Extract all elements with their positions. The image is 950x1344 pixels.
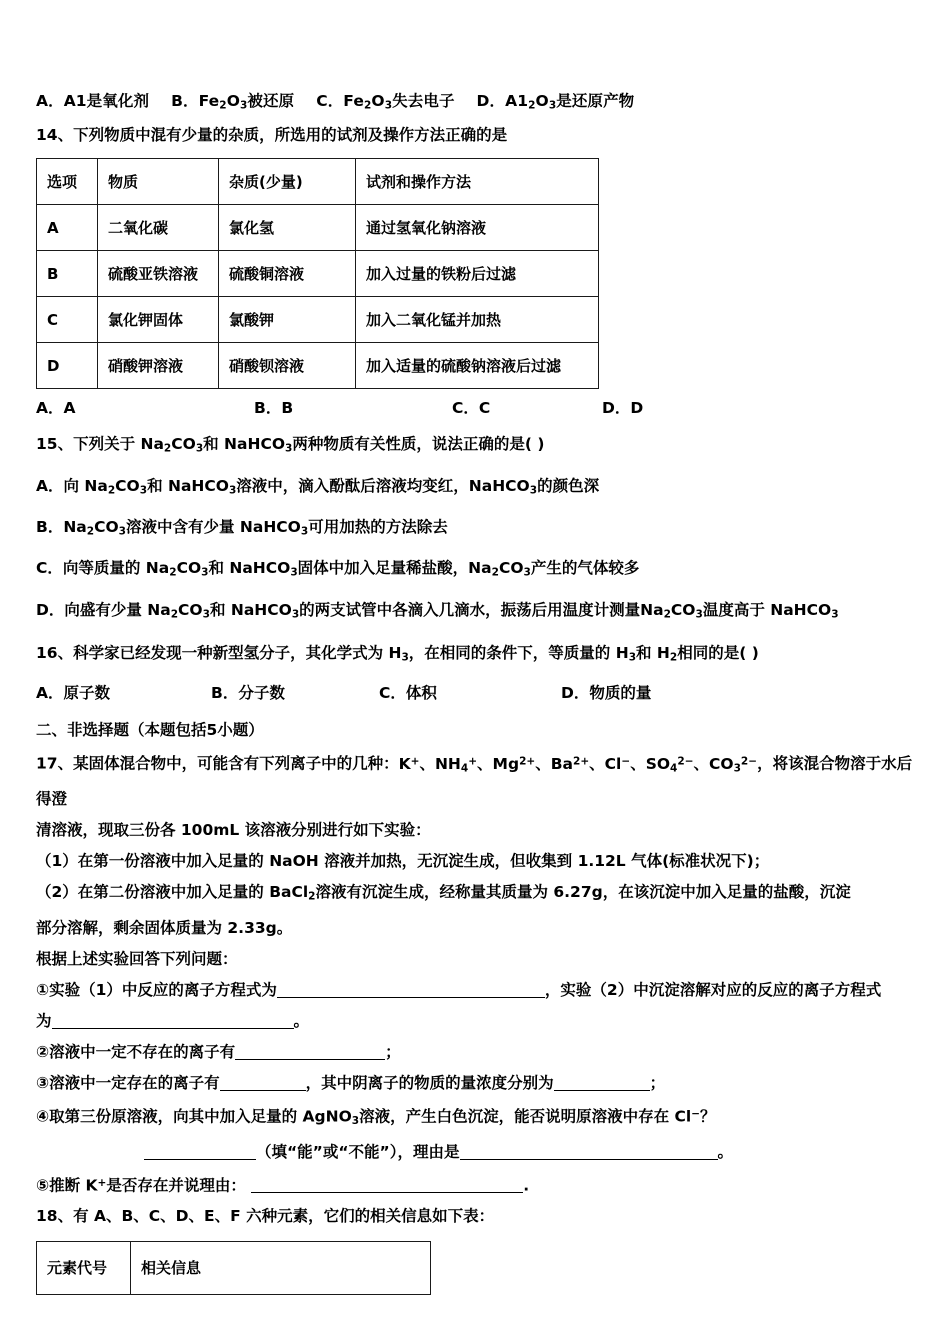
sub-marker-3: ③ [36, 1073, 50, 1092]
sub-marker-4: ④ [36, 1107, 50, 1126]
q15-option-b: B．$Na_2CO_3$溶液中含有少量 NaHCO$_3$可用加热的方法除去 [36, 517, 448, 538]
q14-number: 14、 [36, 126, 74, 145]
table-cell-impurity: 氯化氢 [219, 205, 356, 251]
q15-option-c: C．向等质量的 $Na_2CO_3$和 NaHCO$_3$固体中加入足量稀盐酸，$Na_2CO_3$产生的气体较多 [36, 559, 640, 579]
answer-blank-1b[interactable] [52, 1014, 294, 1029]
answer-blank-1a[interactable] [277, 983, 545, 998]
table-header-row [37, 159, 599, 205]
answer-blank-3b[interactable] [554, 1076, 650, 1091]
table-header-cell: 物质 [98, 159, 219, 205]
table-row [37, 251, 599, 297]
q13-option-b: B．$Fe_2O_3$被还原 [171, 92, 295, 112]
sub-marker-2: ② [36, 1042, 50, 1061]
q16-option-d: D．物质的量 [561, 684, 652, 703]
answer-blank-3a[interactable] [220, 1076, 306, 1091]
q18-number: 18、 [36, 1207, 74, 1226]
q16-options [36, 678, 920, 708]
q17-sub-2: ②溶液中一定不存在的离子有 ； [36, 1042, 401, 1061]
answer-blank-5[interactable] [251, 1178, 523, 1193]
q14-option-c: C．C [452, 399, 491, 418]
table-cell-option: C [37, 297, 98, 343]
q13-options-line [36, 86, 920, 120]
answer-blank-4b[interactable] [460, 1145, 718, 1160]
table-cell-impurity: 硝酸钡溶液 [219, 343, 356, 389]
table-cell-impurity: 氯酸钾 [219, 297, 356, 343]
q17-ion-list: K+、$NH_4^+$、$Mg^{2+}$、$Ba^{2+}$、Cl−、$SO_4^{2-}$、$CO_3^{2-}$ [398, 754, 758, 775]
q14-stem [36, 120, 920, 151]
table-header-cell: 选项 [37, 159, 98, 205]
q14-option-b: B．B [254, 399, 294, 418]
table-row [37, 205, 599, 251]
q17-sub-4-cont: （填“能”或“不能”），理由是 。 [36, 1137, 920, 1168]
q17-answer-prompt: 根据上述实验回答下列问题： [36, 949, 238, 968]
table-cell-option: D [37, 343, 98, 389]
table-row [37, 297, 599, 343]
q13-option-c: C．$Fe_2O_3$失去电子 [316, 92, 455, 112]
table-cell-method: 加入适量的硫酸钠溶液后过滤 [356, 343, 599, 389]
q15-option-a: A．向 $Na_2CO_3$和 NaHCO$_3$溶液中，滴入酚酞后溶液均变红，NaHCO$_3$的颜色深 [36, 476, 600, 496]
q16-option-b: B．分子数 [211, 684, 285, 703]
table-header-cell: 杂质(少量) [219, 159, 356, 205]
table-cell-method: 加入过量的铁粉后过滤 [356, 251, 599, 297]
q17-sub-1-cont: 为 。 [36, 1011, 310, 1030]
q17-sub-1: ①实验（1）中反应的离子方程式为 ，实验（2）中沉淀溶解对应的反应的离子方程式 [36, 980, 882, 999]
q17-stem-line1: 17、某固体混合物中，可能含有下列离子中的几种：K+、$NH_4^+$、$Mg^{2+}$、$Ba^{2+}$、Cl−、$SO_4^{2-}$、$CO_3^{2-}$，将该混合物溶于水后得澄 [36, 754, 913, 809]
table-cell-method: 加入二氧化锰并加热 [356, 297, 599, 343]
q16-option-a: A．原子数 [36, 684, 110, 703]
sub-marker-1: ① [36, 980, 50, 999]
table-cell-substance: 硝酸钾溶液 [98, 343, 219, 389]
q15-option-d: D．向盛有少量 $Na_2CO_3$和 NaHCO$_3$的两支试管中各滴入几滴水，振荡后用温度计测量$Na_2CO_3$温度高于 NaHCO$_3$ [36, 600, 839, 620]
table-header-cell: 试剂和操作方法 [356, 159, 599, 205]
q16-number: 16、 [36, 643, 74, 662]
table-header-row [37, 1242, 431, 1295]
q13-option-d: D．$A1_2O_3$是还原产物 [476, 92, 635, 112]
q14-stem-text: 下列物质中混有少量的杂质，所选用的试剂及操作方法正确的是 [73, 126, 508, 145]
page-content [36, 86, 920, 1295]
table-cell-impurity: 硫酸铜溶液 [219, 251, 356, 297]
q14-options [36, 393, 920, 423]
table-header-cell-element-code: 元素代号 [37, 1242, 131, 1295]
q14-option-d: D．D [602, 399, 644, 418]
table-cell-option: B [37, 251, 98, 297]
q17-sub-3: ③溶液中一定存在的离子有 ，其中阴离子的物质的量浓度分别为 ； [36, 1073, 666, 1092]
q15-stem: 15、下列关于 $Na_2CO_3$和 NaHCO$_3$两种物质有关性质，说法正确的是( ) [36, 435, 545, 455]
q16-option-c: C．体积 [379, 684, 437, 703]
table-cell-substance: 二氧化碳 [98, 205, 219, 251]
q17-sub-5: ⑤推断 K+是否存在并说理由： . [36, 1176, 530, 1195]
q16-stem: 16、科学家已经发现一种新型氢分子，其化学式为 $H_3$，在相同的条件下，等质量的 $H_3$和 $H_2$相同的是( ) [36, 643, 759, 664]
q17-stem-line2: 清溶液，现取三份各 100mL 该溶液分别进行如下实验： [36, 821, 431, 840]
table-cell-method: 通过氢氧化钠溶液 [356, 205, 599, 251]
q13-option-a: A．A1是氧化剂 [36, 92, 150, 110]
section-2-heading: 二、非选择题（本题包括5小题） [36, 721, 264, 740]
sub-marker-5: ⑤ [36, 1176, 50, 1195]
q17-number: 17、 [36, 754, 74, 773]
table-cell-substance: 氯化钾固体 [98, 297, 219, 343]
q14-impurity-table [36, 158, 599, 389]
table-row [37, 343, 599, 389]
q17-experiment-2-cont: 部分溶解，剩余固体质量为 2.33g。 [36, 918, 293, 937]
q17-experiment-1: （1）在第一份溶液中加入足量的 NaOH 溶液并加热，无沉淀生成，但收集到 1.12L 气体(标准状况下)； [36, 852, 770, 871]
q18-stem: 18、有 A、B、C、D、E、F 六种元素，它们的相关信息如下表： [36, 1207, 495, 1226]
table-cell-substance: 硫酸亚铁溶液 [98, 251, 219, 297]
answer-blank-4a[interactable] [144, 1145, 256, 1160]
q17-sub-4: ④取第三份原溶液，向其中加入足量的 AgNO$_3$溶液，产生白色沉淀，能否说明原溶液中存在 Cl−？ [36, 1107, 716, 1127]
table-header-cell-element-info: 相关信息 [131, 1242, 431, 1295]
table-cell-option: A [37, 205, 98, 251]
q18-elements-table [36, 1241, 431, 1295]
q15-number: 15、 [36, 435, 74, 454]
q14-option-a: A．A [36, 399, 76, 418]
q17-experiment-2: （2）在第二份溶液中加入足量的 BaCl$_2$溶液有沉淀生成，经称量其质量为 6.27g，在该沉淀中加入足量的盐酸，沉淀 [36, 883, 851, 903]
answer-blank-2[interactable] [235, 1045, 385, 1060]
